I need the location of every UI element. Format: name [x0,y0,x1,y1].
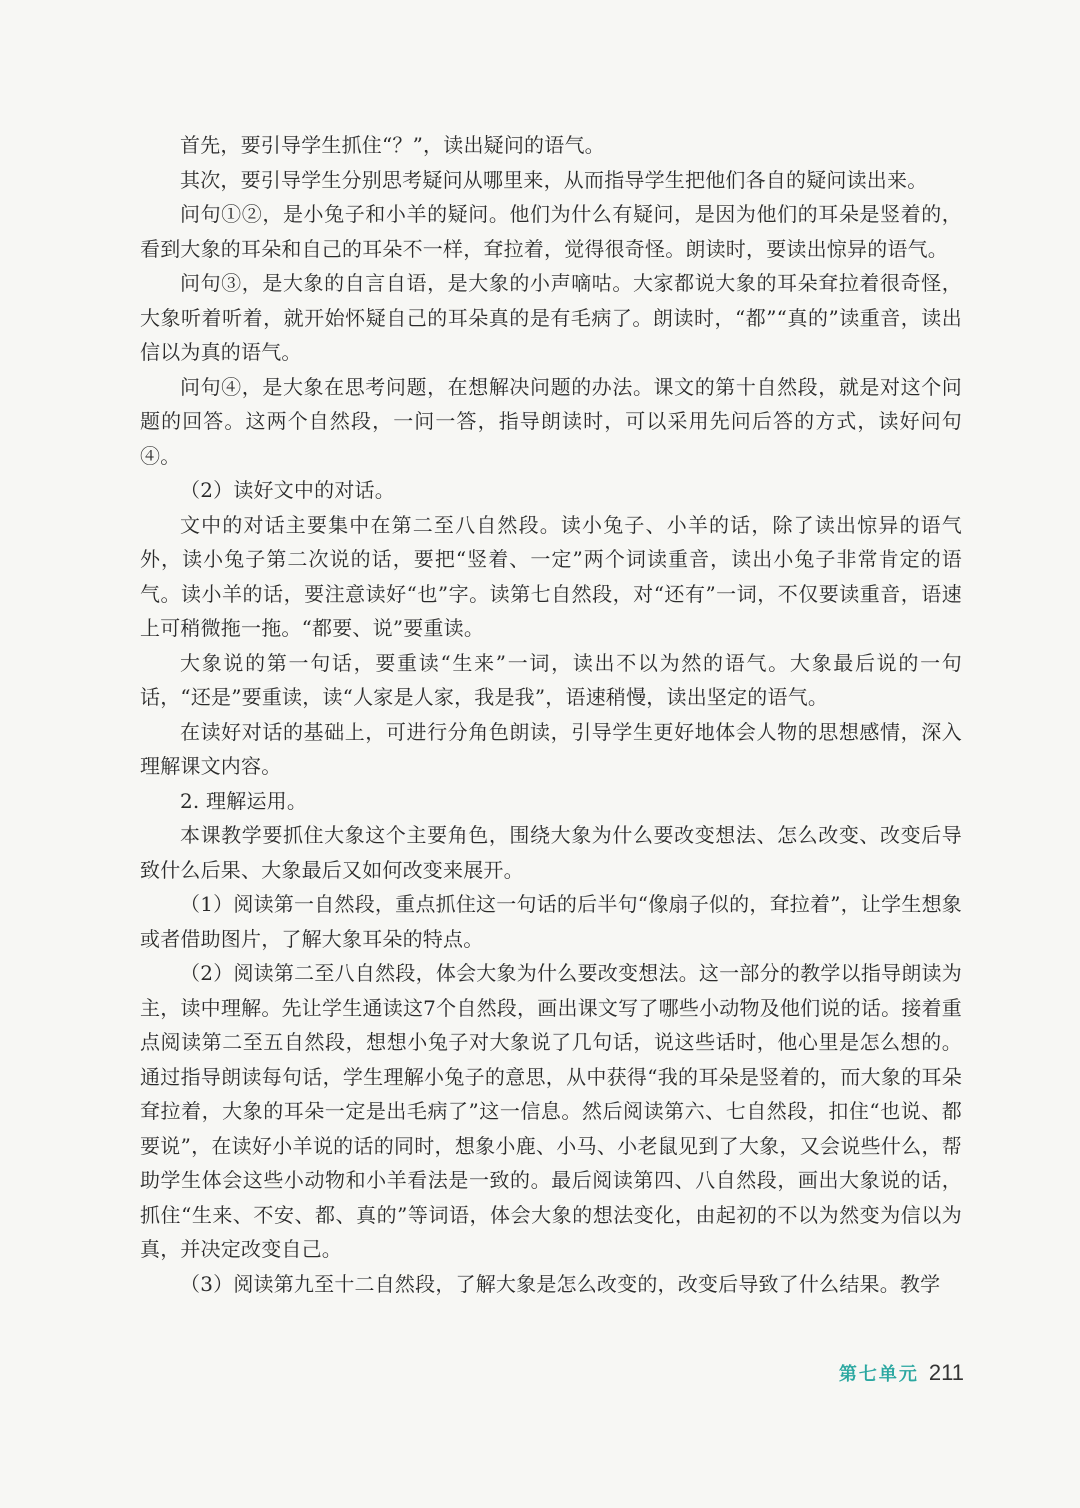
page-number: 211 [928,1360,964,1385]
unit-label: 第七单元 [838,1364,919,1385]
section-heading: 2. 理解运用。 [180,788,308,813]
paragraph: 首先，要引导学生抓住“？”，读出疑问的语气。 [180,133,605,157]
paragraph: （1）阅读第一自然段，重点抓住这一句话的后半句“像扇子似的，耷拉着”，让学生想象或者借助图片，了解大象耳朵的特点。 [140,892,962,951]
page-footer [839,1360,964,1392]
subheading: （2）读好文中的对话。 [180,478,395,502]
paragraph: 问句④，是大象在思考问题，在想解决问题的办法。课文的第十自然段，就是对这个问题的回答。这两个自然段，一问一答，指导朗读时，可以采用先问后答的方式，读好问句④。 [140,374,962,468]
paragraph: 问句①②，是小兔子和小羊的疑问。他们为什么有疑问，是因为他们的耳朵是竖着的，看到大象的耳朵和自己的耳朵不一样，耷拉着，觉得很奇怪。朗读时，要读出惊异的语气。 [140,202,962,261]
paragraph: （3）阅读第九至十二自然段，了解大象是怎么改变的，改变后导致了什么结果。教学 [180,1271,941,1296]
paragraph: 在读好对话的基础上，可进行分角色朗读，引导学生更好地体会人物的思想感情，深入理解课文内容。 [140,719,962,778]
paragraph: 问句③，是大象的自言自语，是大象的小声嘀咕。大家都说大象的耳朵耷拉着很奇怪，大象听着听着，就开始怀疑自己的耳朵真的是有毛病了。朗读时，“都”“真的”读重音，读出信以为真的语气。 [140,271,962,364]
body-text [140,128,962,1301]
paragraph: 大象说的第一句话，要重读“生来”一词，读出不以为然的语气。大象最后说的一句话，“还是”要重读，读“人家是人家，我是我”，语速稍慢，读出坚定的语气。 [140,650,962,709]
paragraph: 文中的对话主要集中在第二至八自然段。读小兔子、小羊的话，除了读出惊异的语气外，读小兔子第二次说的话，要把“竖着、一定”两个词读重音，读出小兔子非常肯定的语气。读小羊的话，要注意读好“也”字。读第七自然段，对“还有”一词，不仅要读重音，语速上可稍微拖一拖。“都要、说”要重读。 [140,512,962,640]
paragraph: 本课教学要抓住大象这个主要角色，围绕大象为什么要改变想法、怎么改变、改变后导致什么后果、大象最后又如何改变来展开。 [140,823,962,882]
paragraph: （2）阅读第二至八自然段，体会大象为什么要改变想法。这一部分的教学以指导朗读为主，读中理解。先让学生通读这7个自然段，画出课文写了哪些小动物及他们说的话。接着重点阅读第二至五自然段，想想小兔子对大象说了几句话，说这些话时，他心里是怎么想的。通过指导朗读每句话，学生理解小兔子的意思，从中获得“我的耳朵是竖着的，而大象的耳朵耷拉着，大象的耳朵一定是出毛病了”这一信息。然后阅读第六、七自然段，扣住“也说、都要说”，在读好小羊说的话的同时，想象小鹿、小马、小老鼠见到了大象，又会说些什么，帮助学生体会这些小动物和小羊看法是一致的。最后阅读第四、八自然段，画出大象说的话，抓住“生来、不安、都、真的”等词语，体会大象的想法变化，由起初的不以为然变为信以为真，并决定改变自己。 [140,961,962,1261]
paragraph: 其次，要引导学生分别思考疑问从哪里来，从而指导学生把他们各自的疑问读出来。 [180,167,928,192]
